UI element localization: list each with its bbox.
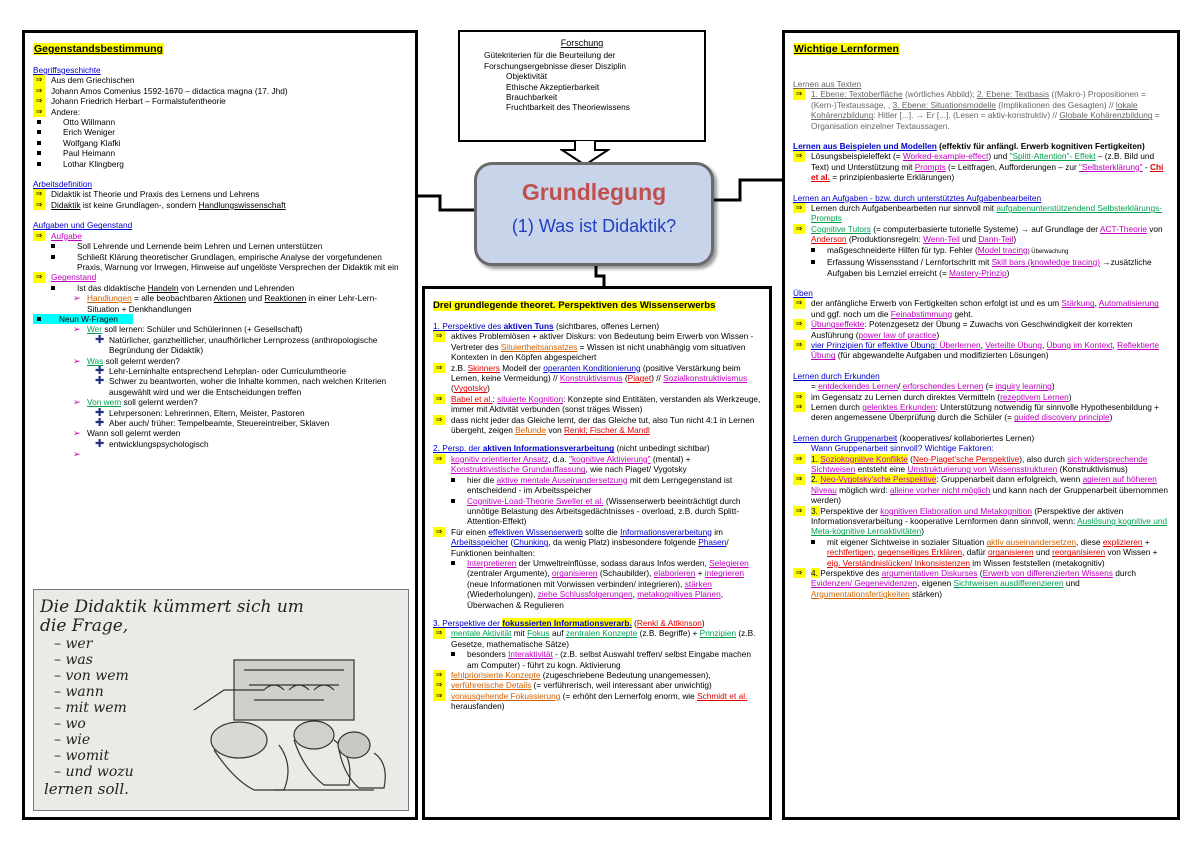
- list-item: ⇒ Johann Amos Comenius 1592-1670 – didactica magna (17. Jhd): [33, 86, 409, 96]
- list-item: ⇒ Gegenstand: [33, 272, 409, 282]
- forschung-item: Ethische Akzeptierbarkeit: [506, 81, 600, 92]
- chevron-right-icon: ➢: [73, 397, 81, 408]
- bullet-icon: [451, 561, 455, 565]
- begriffsgeschichte-title: Begriffsgeschichte: [33, 65, 101, 75]
- forschung-panel: [458, 30, 706, 142]
- list-item: = entdeckendes Lernen/ erforschendes Lernen (= inquiry learning): [811, 381, 1055, 392]
- erkunden-title: Lernen durch Erkunden: [793, 370, 880, 381]
- arrow-icon: ⇒: [33, 200, 45, 210]
- handwritten-line: – und wozu: [54, 764, 134, 780]
- middle-heading: Drei grundlegende theoret. Perspektiven des Wissenserwerbs: [433, 300, 716, 311]
- list-item: ⇒ 1. Soziokognitive Konflikte (Neo-Piaget'sche Perspektive), also durch sich widersprechende Sichtweisen entsteht eine Umstrukturierung von Wissensstrukturen (Konstruktivismus): [793, 454, 1169, 475]
- list-item: Neun W-Fragen: [33, 314, 409, 324]
- bsp-title: Lernen aus Beispielen und Modellen (effektiv für anfängl. Erwerb kognitiven Fertigkeiten): [793, 141, 1145, 152]
- arrow-icon: ⇒: [433, 331, 445, 341]
- handwritten-line: – wo: [54, 716, 86, 732]
- list-item: ⇒ 4. Perspektive des argumentativen Diskurses (Erwerb von differenzierten Wissens durch Evidenzen/ Gegenevidenzen, eigenen Sichtweisen ausdifferenzieren und Argumentationsfertigkeiten stärken): [793, 568, 1169, 599]
- arrow-icon: ⇒: [433, 527, 445, 537]
- list-item: Otto Willmann: [33, 117, 409, 127]
- list-item: [33, 449, 409, 459]
- arrow-icon: ⇒: [793, 340, 805, 350]
- arrow-icon: ⇒: [33, 231, 45, 241]
- gruppen-title: Lernen durch Gruppenarbeit (kooperatives/ kollaboriertes Lernen): [793, 432, 1035, 443]
- handwritten-image: [33, 589, 409, 811]
- list-item: ⇒ Lernen durch gelenktes Erkunden: Unterstützung notwendig für sinnvolle Hypothesenbildung + deren angemessene Überprüfung durch die Schüler (= guided discovery principle): [793, 402, 1169, 423]
- list-item: ⇒ vorausgehende Fokussierung (= erhöht den Lernerfolg enorm, wie Schmidt et al. herausfanden): [433, 691, 761, 712]
- list-item: Cognitive-Load-Theorie Sweller et al. (Wissenserwerb beeinträchtigt durch unnötige Belastung des Arbeitsgedächtnisses - overload, z.B. durch Splitt-Attention-Effekt): [433, 496, 761, 527]
- arrow-icon: ⇒: [793, 298, 805, 308]
- right-panel: [782, 30, 1180, 820]
- list-item: Erich Weniger: [33, 127, 409, 137]
- bullet-icon: [451, 499, 455, 503]
- arbeitsdefinition-title: Arbeitsdefinition: [33, 179, 93, 190]
- bullet-icon: [37, 130, 41, 134]
- handwritten-line: die Frage,: [40, 616, 129, 636]
- cross-bullet-icon: ✚: [95, 364, 105, 377]
- center-subtitle: (1) Was ist Didaktik?: [511, 216, 677, 236]
- list-item: ⇒ Lösungsbeispieleffekt (= Worked-example-effect) und "Splitt-Attention"- Effekt – (z.B. Bild und Text) und Unterstützung mit Prompts (= Leitfragen, Aufforderungen – zur "Selbsterklärung" - Chi et al. = prinzipienbasierte Erklärungen): [793, 151, 1169, 182]
- arrow-icon: ⇒: [433, 454, 445, 464]
- list-item: Soll Lehrende und Lernende beim Lehren und Lernen unterstützen: [33, 241, 409, 251]
- forschung-title: Forschung: [560, 38, 604, 48]
- arrow-icon: ⇒: [793, 392, 805, 402]
- list-item: mit eigener Sichtweise in sozialer Situation aktiv auseinandersetzen, diese explizieren + rechtfertigen, gegenseitiges Erklären, dafür organisieren und reorganisieren von Wissen + eig. Verständnislücken/ Inkonsistenzen im Wissen feststellen (metakognitiv): [793, 537, 1169, 568]
- handwritten-line: – mit wem: [54, 700, 127, 716]
- list-item: maßgeschneiderte Hilfen für typ. Fehler (Model tracing) Überwachung: [793, 245, 1169, 257]
- chevron-right-icon: ➢: [73, 449, 81, 460]
- list-item: Interpretieren der Umweltreinflüsse, sodass daraus Infos werden, Selegieren (zentraler Argumente), organisieren (Schaubilder), elaborieren + integrieren (neue Informationen mit Vorwissen verbinden/ integrieren), stärken (Wiederholungen), ziehe Schlussfolgerungen, metakognitives Planen, Überwachen & Regulieren: [433, 558, 761, 610]
- list-item: hier die aktive mentale Auseinandersetzung mit dem Lerngegenstand ist entscheidend - im Arbeitsspeicher: [433, 475, 761, 496]
- arrow-icon: ⇒: [793, 203, 805, 213]
- list-item: Ist das didaktische Handeln von Lernenden und Lehrenden: [33, 283, 409, 293]
- arrow-icon: ⇒: [793, 224, 805, 234]
- list-item: ➢ Von wem soll gelernt werden?: [73, 397, 198, 408]
- bullet-icon: [37, 162, 41, 166]
- list-item: ⇒ Didaktik ist Theorie und Praxis des Lernens und Lehrens: [33, 189, 409, 199]
- bullet-icon: [51, 255, 55, 259]
- list-item: ➢ Was soll gelernt werden?: [73, 355, 180, 366]
- arrow-icon: ⇒: [433, 363, 445, 373]
- arrow-icon: ⇒: [433, 670, 445, 680]
- list-item: ⇒ verführerische Details (= verführerisch, weil interessant aber unwichtig): [433, 680, 761, 690]
- bullet-icon: [37, 141, 41, 145]
- bullet-icon: [37, 120, 41, 124]
- arrow-icon: ⇒: [793, 568, 805, 578]
- arrow-icon: ⇒: [433, 415, 445, 425]
- list-item: ⇒ Andere:: [33, 107, 409, 117]
- p1-title: 1. Perspektive des aktiven Tuns (sichtbares, offenes Lernen): [433, 321, 660, 331]
- list-item: ⇒ 3. Perspektive der kognitiven Elaboration und Metakognition (Perspektive der aktiven Informationsverarbeitung - kooperative Lernformen dann sinnvoll, wenn: Auslösung kognitive und Meta-kognitive Lernaktivitäten): [793, 506, 1169, 537]
- handwritten-line: – wie: [54, 732, 91, 748]
- list-item: ⇒ Babel et al.: situierte Kognition: Konzepte sind Entitäten, verstanden als Werkzeuge, immer mit Aktivität verbunden (sonst träges Wissen): [433, 394, 761, 415]
- list-item: ⇒ Aufgabe: [33, 231, 409, 241]
- bullet-icon: [811, 248, 815, 252]
- aufgaben-lernen-title: Lernen an Aufgaben - bzw. durch unterstütztes Aufgabenbearbeiten: [793, 192, 1042, 203]
- list-item: ➢ Handlungen = alle beobachtbaren Aktionen und Reaktionen in einer Lehr-Lern-Situation + Denkhandlungen: [73, 293, 377, 314]
- list-item: ⇒ Für einen effektiven Wissenserwerb sollte die Informationsverarbeitung im Arbeitsspeicher (Chunking, da wenig Platz) insbesondere folgende Phasen/ Funktionen beinhalten:: [433, 527, 761, 558]
- handwritten-line: – von wem: [54, 668, 129, 684]
- list-item: besonders Interaktivität - (z.B. selbst Auswahl treffen/ selbst Eingabe machen am Computer) - führt zu kogn. Aktivierung: [433, 649, 761, 670]
- gruppen-question: Wann Gruppenarbeit sinnvoll? Wichtige Faktoren:: [811, 443, 994, 454]
- arrow-icon: ⇒: [793, 151, 805, 161]
- cross-bullet-icon: ✚: [95, 333, 105, 346]
- list-item: ✚ Lehr-Lerninhalte entsprechend Lehrplan- oder Curriculumtheorie: [95, 364, 347, 377]
- arrow-icon: ⇒: [793, 402, 805, 412]
- chevron-right-icon: ➢: [73, 428, 81, 439]
- list-item: ➢ Wer soll lernen: Schüler und Schülerinnen (+ Gesellschaft): [73, 324, 303, 335]
- handwritten-line: Die Didaktik kümmert sich um: [40, 597, 304, 617]
- arrow-icon: ⇒: [433, 394, 445, 404]
- list-item: Erfassung Wissensstand / Lernfortschritt mit Skill bars (knowledge tracing) →zusätzliche Aufgaben bis Lernziel erreicht (= Mastery-Prinzip): [793, 257, 1169, 278]
- forschung-intro: Gütekriterien für die Beurteilung der Forschungsergebnisse dieser Disziplin: [484, 50, 627, 71]
- list-item: ✚ entwicklungspsychologisch: [95, 437, 209, 450]
- bullet-icon: [51, 244, 55, 248]
- cross-bullet-icon: ✚: [95, 375, 105, 388]
- left-heading: Gegenstandsbestimmung: [34, 43, 163, 55]
- arrow-icon: ⇒: [793, 454, 805, 464]
- list-item: ✚ Lehrpersonen: Lehrerinnen, Eltern, Meister, Pastoren: [95, 406, 305, 419]
- list-item: ⇒ kognitiv orientierter Ansatz, d.a. "kognitive Aktivierung" (mental) + Konstruktivistische Grundauffassung, wie nach Piaget/ Vygotsky: [433, 454, 761, 475]
- list-item: ⇒ fehlpriorisierte Konzepte (zugeschriebene Bedeutung unangemessen),: [433, 670, 761, 680]
- list-item: ⇒ Übungseffekte: Potenzgesetz der Übung = Zuwachs von Geschwindigkeit der korrekten Ausführung (power law of practice): [793, 319, 1169, 340]
- bullet-icon: [451, 652, 455, 656]
- handwritten-line: lernen soll.: [44, 780, 129, 798]
- bullet-icon: [451, 478, 455, 482]
- aufgaben-title: Aufgaben und Gegenstand: [33, 220, 133, 231]
- handwritten-line: – womit: [54, 748, 110, 764]
- right-heading: Wichtige Lernformen: [794, 43, 899, 55]
- cross-bullet-icon: ✚: [95, 417, 105, 429]
- list-item: ⇒ der anfängliche Erwerb von Fertigkeiten schon erfolgt ist und es um Stärkung, Automatisierung und ggf. noch um die Feinabstimmung geht.: [793, 298, 1169, 319]
- arrow-icon: ⇒: [33, 107, 45, 117]
- bullet-icon: [37, 151, 41, 155]
- arrow-icon: ⇒: [793, 506, 805, 516]
- handwritten-line: – wann: [54, 684, 104, 700]
- arrow-icon: ⇒: [793, 474, 805, 484]
- list-item: ⇒ Aus dem Griechischen: [33, 75, 409, 85]
- texte-title: Lernen aus Texten: [793, 79, 862, 89]
- arrow-icon: ⇒: [33, 272, 45, 282]
- arrow-icon: ⇒: [433, 680, 445, 690]
- list-item: ⇒ Lernen durch Aufgabenbearbeiten nur sinnvoll mit aufgabenunterstützendend Selbsterklärungs-Prompts: [793, 203, 1169, 224]
- center-title: Grundlegung: [521, 179, 667, 205]
- list-item: ⇒ dass nicht jeder das Gleiche lernt, der das Gleiche tut, also Tun nicht 4:1 in Lernen übergeht, zeigen Befunde von Renkl; Fischer & Mandl: [433, 415, 761, 436]
- arrow-icon: ⇒: [33, 86, 45, 96]
- p3-title: 3. Perspektive der fokussierten Informationsverarb. (Renkl & Attkinson): [433, 617, 705, 628]
- handwritten-line: – wer: [54, 636, 93, 652]
- forschung-item: Brauchbarkeit: [506, 92, 558, 103]
- cross-bullet-icon: ✚: [95, 406, 105, 419]
- cross-bullet-icon: ✚: [95, 437, 105, 450]
- list-item: ➢ Wann soll gelernt werden: [73, 428, 181, 439]
- chevron-right-icon: ➢: [73, 293, 81, 304]
- list-item: ✚ Natürlicher, ganzheitlicher, unaufhörlicher Lernprozess (anthropologische Begründung der Didaktik): [95, 333, 378, 356]
- list-item: ⇒ vier Prinzipien für effektive Übung: Überlernen, Verteilte Übung, Übung im Kontext, Reflektierte Übung (für abgewandelte Aufgaben und modifizierten Lösungen): [793, 340, 1169, 361]
- arrow-icon: ⇒: [33, 189, 45, 199]
- bullet-icon: [811, 540, 815, 544]
- forschung-item: Objektivität: [506, 71, 548, 82]
- bullet-icon: [37, 317, 41, 321]
- list-item: ⇒ Didaktik ist keine Grundlagen-, sondern Handlungswissenschaft: [33, 200, 409, 210]
- handwritten-line: – was: [54, 652, 93, 668]
- bullet-icon: [51, 286, 55, 290]
- list-item: ⇒ 2. Neo-Vygotsky'sche Perspektive: Gruppenarbeit dann erfolgreich, wenn agieren auf höheren Niveau möglich wird: alleine vorher nicht möglich und kann nach der Gruppenarbeit übernommen werden): [793, 474, 1169, 505]
- bullet-icon: [811, 260, 815, 264]
- forschung-item: Fruchtbarkeit des Theoriewissens: [506, 102, 630, 113]
- center-title-box: [474, 162, 714, 266]
- p2-title: 2. Persp. der aktiven Informationsverarbeitung (nicht unbedingt sichtbar): [433, 443, 710, 454]
- list-item: ⇒ Cognitive Tutors (= computerbasierte tutorielle Systeme) → auf Grundlage der ACT-Theorie von Anderson (Produktionsregeln: Wenn-Teil und Dann-Teil): [793, 224, 1169, 245]
- list-item: ✚ Aber auch/ früher: Tempelbeamte, Steuereintreiber, Sklaven: [95, 417, 330, 429]
- left-panel: [22, 30, 418, 820]
- list-item: ⇒ z.B. Skinners Modell der operanten Konditionierung (positive Verstärkung beim Lernen, keine Vermeidung) // Konstruktivismus (Piaget) // Sozialkonstruktivismus (Vygotsky): [433, 363, 761, 394]
- arrow-icon: ⇒: [433, 691, 445, 701]
- list-item: ⇒ Johann Friedrich Herbart – Formalstufentheorie: [33, 96, 409, 106]
- list-item: ⇒ aktives Problemlösen + aktiver Diskurs: von Bedeutung beim Erwerb von Wissen - Vertreter des Situiertheitsansatzes = Wissen ist nicht unabhängig vom situativen Kontexten in den Köpfen abgespeichert: [433, 331, 761, 362]
- arrow-icon: ⇒: [433, 628, 445, 638]
- list-item: Wolfgang Klafki: [33, 138, 409, 148]
- arrow-icon: ⇒: [33, 75, 45, 85]
- arrow-icon: ⇒: [793, 319, 805, 329]
- list-item: ⇒ im Gegensatz zu Lernen durch direktes Vermitteln (rezeptivem Lernen): [793, 392, 1169, 402]
- list-item: ✚ Schwer zu beantworten, woher die Inhalte kommen, nach welchen Kriterien ausgewählt wird und wer die Entscheidungen treffen: [95, 375, 387, 397]
- list-item: Lothar Klingberg: [33, 159, 409, 169]
- chevron-right-icon: ➢: [73, 324, 81, 335]
- arrow-icon: ⇒: [793, 89, 805, 99]
- list-item: ⇒ 1. Ebene: Textoberfläche (wörtliches Abbild); 2. Ebene: Textbasis ((Makro-) Propositionen = (Kern-)Textaussage, , 3. Ebene: Situationsmodelle (Implikationen des Gesagten) // lokale Kohärenzbildung: Hitler [...]. → Er [...]. (Lesen = aktiv-konstruktiv) // Globale Kohärenzbildung = Organisation einzelner Textaussagen.: [793, 89, 1169, 131]
- list-item: Paul Heimann: [33, 148, 409, 158]
- chevron-right-icon: ➢: [73, 355, 81, 366]
- list-item: ⇒ mentale Aktivität mit Fokus auf zentralen Konzepte (z.B. Begriffe) + Prinzipien (z.B. Gesetze, mathematische Sätze): [433, 628, 761, 649]
- ueben-title: Üben: [793, 287, 813, 298]
- list-item: Schließt Klärung theoretischer Grundlagen, empirische Analyse der vorgefundenen Praxis, Warnung vor Irrwegen, Hinweise auf ungelöste Versprechen der Didaktik mit ein: [33, 252, 409, 273]
- middle-panel: [422, 286, 772, 820]
- arrow-icon: ⇒: [33, 96, 45, 106]
